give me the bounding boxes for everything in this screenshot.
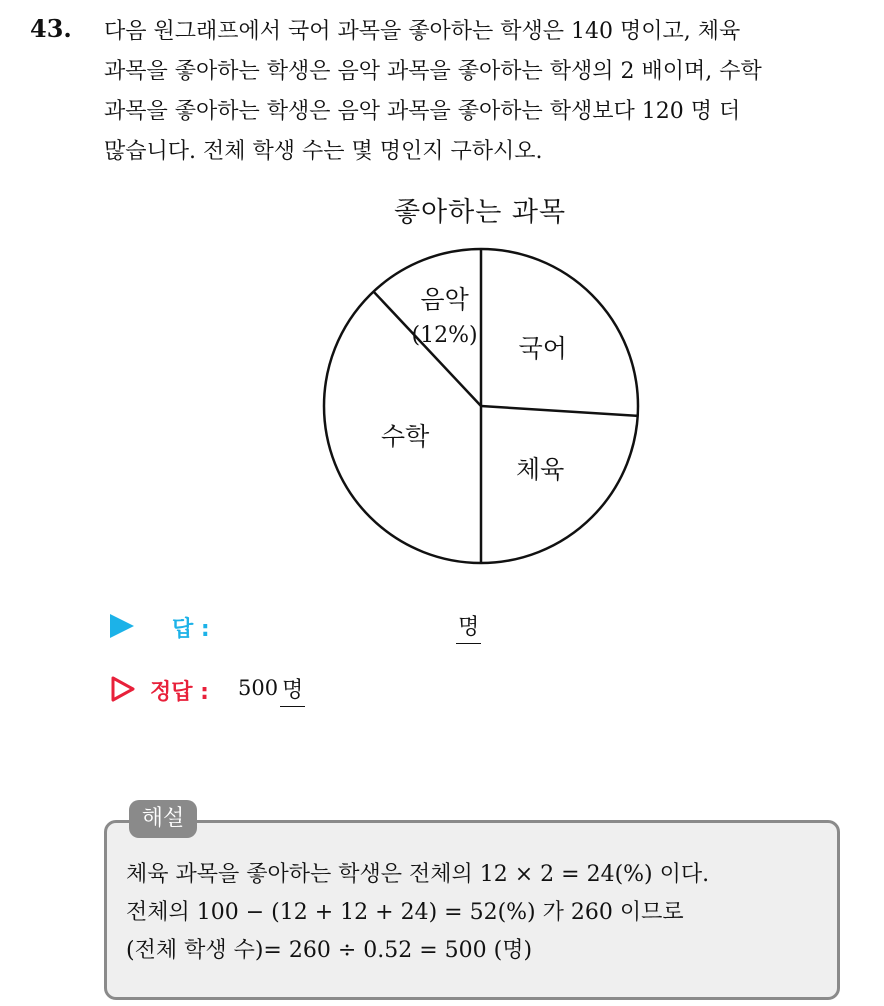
outline-arrow-icon [110, 676, 136, 702]
answer-unit: 명 [456, 610, 481, 644]
explanation-line: 체육 과목을 좋아하는 학생은 전체의 12 × 2 = 24(%) 이다. [126, 862, 710, 887]
answer-row [110, 610, 510, 646]
chart-title: 좋아하는 과목 [393, 197, 567, 228]
correct-answer-row [110, 672, 510, 708]
question-line: 과목을 좋아하는 학생은 음악 과목을 좋아하는 학생보다 120 명 더 [104, 99, 741, 124]
pie-slice-label: 국어 [518, 333, 567, 363]
pie-slice-label: 음악 [420, 285, 469, 315]
correct-value: 500 [238, 676, 279, 700]
pie-slice-label: 체육 [515, 454, 565, 484]
question-line: 과목을 좋아하는 학생은 음악 과목을 좋아하는 학생의 2 배이며, 수학 [104, 59, 762, 84]
pie-slice-value-label: (12%) [411, 323, 478, 349]
correct-label: 정답 : [150, 680, 209, 705]
question-line: 다음 원그래프에서 국어 과목을 좋아하는 학생은 140 명이고, 체육 [104, 19, 741, 44]
question-line: 많습니다. 전체 학생 수는 몇 명인지 구하시오. [104, 139, 543, 164]
play-arrow-icon [110, 614, 134, 638]
question-number: 43. [30, 14, 72, 43]
explanation-text [126, 856, 709, 970]
correct-unit: 명 [280, 673, 305, 707]
explanation-line: (전체 학생 수)= 260 ÷ 0.52 = 500 (명) [126, 938, 533, 963]
answer-label: 답 : [172, 617, 210, 642]
explanation-line: 전체의 100 − (12 + 12 + 24) = 52(%) 가 260 이므로 [126, 900, 684, 925]
pie-slice-label: 수학 [380, 422, 430, 452]
explanation-tab: 해설 [129, 800, 197, 838]
